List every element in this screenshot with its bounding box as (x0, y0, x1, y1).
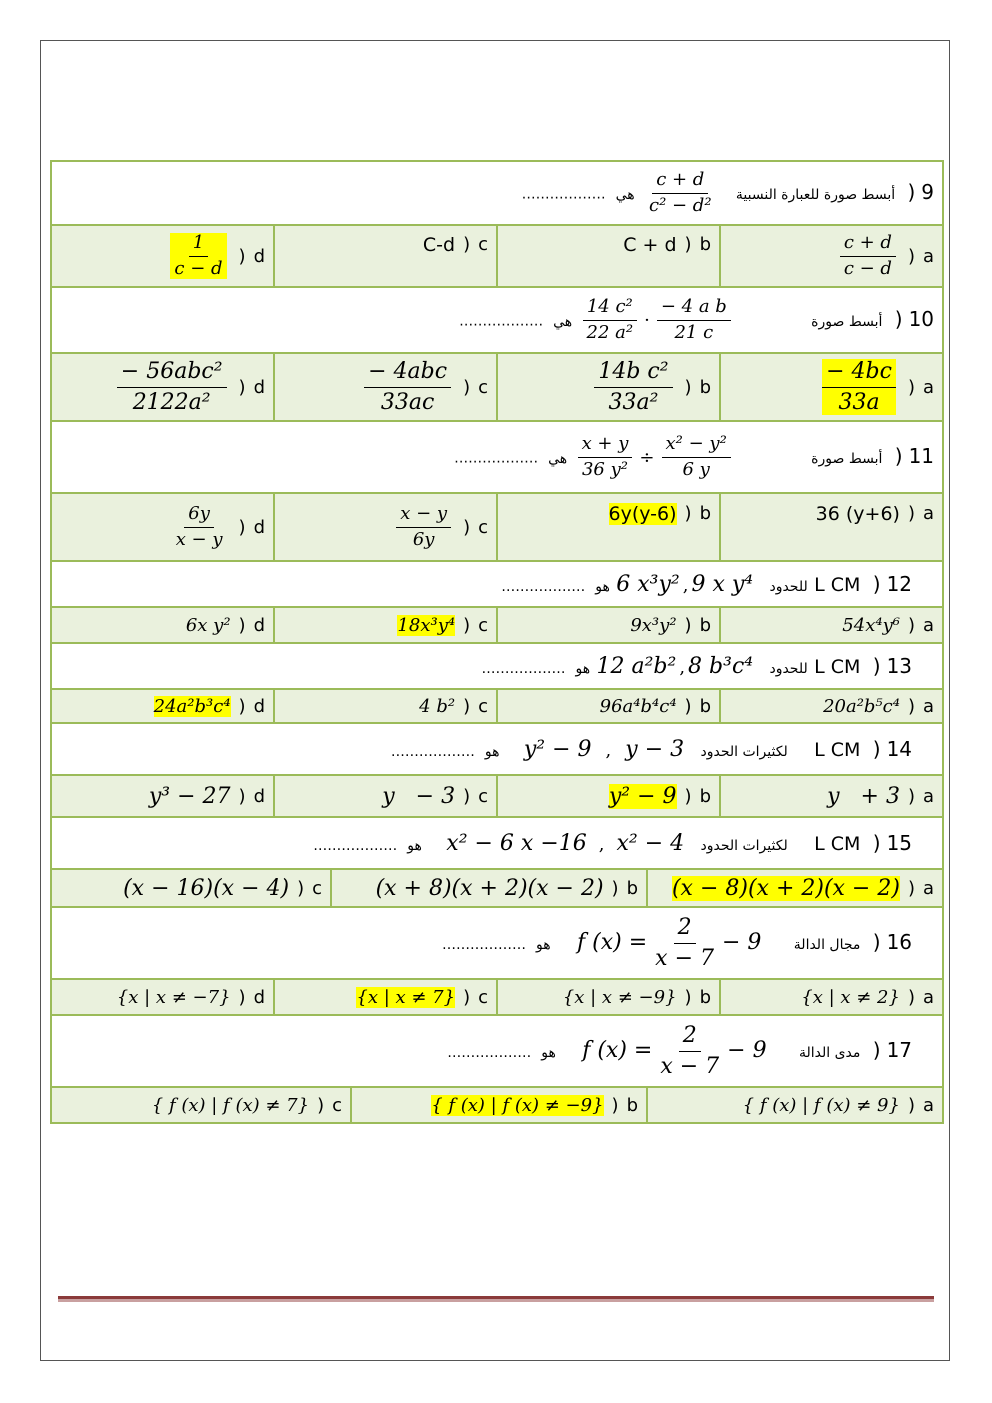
answer-blank: ……………… (313, 837, 398, 854)
answer-option-b[interactable]: b ( y² − 9 (497, 775, 720, 817)
answer-option-c[interactable]: c ( y − 3 (274, 775, 497, 817)
question-row-13 (51, 643, 943, 689)
answer-option-c[interactable]: c ( {x | x ≠ 7} (274, 979, 497, 1015)
answer-blank: ……………… (442, 937, 527, 953)
answer-option-a[interactable]: a ( (x − 8)(x + 2)(x − 2) (646, 870, 942, 906)
question-cell: 9( أبسط صورة للعبارة النسبية $\frac{c + d}{\text{c² − d²}}$ هي……………… (51, 161, 943, 225)
correct-answer-highlight: 6y(y-6) (608, 503, 677, 525)
answer-option-a[interactable]: a ( $\frac{c + d}{c - d}$ (720, 225, 943, 287)
answers-row-13 (51, 689, 943, 723)
answer-blank: ……………… (459, 313, 544, 330)
question-cell: 10( أبسط صورة $\frac{\text{− 4 a b}}{21 c}$ · $\frac{\text{14 c²}}{\text{22 a²}}$ هي……………… (51, 287, 943, 353)
correct-answer-highlight: {x | x ≠ 7} (356, 986, 456, 1008)
correct-answer-highlight: { f (x) | f (x) ≠ −9} (431, 1094, 604, 1116)
question-cell: 17( مدى الدالة f (x) = $\frac{2}{x - 7}$ − 9 هو……………… (51, 1015, 943, 1087)
correct-answer-highlight: 24a²b³c⁴ (153, 695, 231, 717)
answer-blank: ……………… (390, 743, 475, 760)
question-number: 9 (921, 179, 935, 204)
answer-option-b[interactable]: b ( 96a⁴b⁴c⁴ (497, 689, 720, 723)
questions-table (50, 160, 944, 1124)
question-cell: 13( L CM للحدود 8 b³c⁴,12 a²b² هو……………… (51, 643, 943, 689)
answer-option-b[interactable]: b ( 9x³y² (497, 607, 720, 643)
correct-answer-highlight: 18x³y⁴ (397, 614, 456, 636)
question-cell: 14( L CM لكثيرات الحدود y − 3,y² − 9 هو……………… (51, 723, 943, 775)
answer-option-b[interactable]: b ( $\frac{\text{14b c²}}{\text{33a²}}$ (497, 353, 720, 421)
question-cell: 12( L CM للحدود 9 x y⁴,6 x³y² هو……………… (51, 561, 943, 607)
answer-option-a[interactable]: a ( 36 (y+6) (720, 493, 943, 561)
answer-option-a[interactable]: a ( $\frac{- 4bc}{33a}$ (720, 353, 943, 421)
question-row-10 (51, 287, 943, 353)
answer-option-c[interactable]: c ( { f (x) | f (x) ≠ 7} (151, 1094, 343, 1116)
answer-option-c[interactable]: c ( C-d (274, 225, 497, 287)
question-cell: 11( أبسط صورة $\frac{\text{x² − y²}}{6 y}$ ÷ $\frac{x + y}{\text{36 y²}}$ هي……………… (51, 421, 943, 493)
answer-option-a[interactable]: a ( {x | x ≠ 2} (720, 979, 943, 1015)
answer-option-c[interactable]: c ( $\frac{\text{− 4abc}}{33ac}$ (274, 353, 497, 421)
answer-option-d[interactable]: d ( $\frac{1}{c - d}$ (51, 225, 274, 287)
answer-option-a[interactable]: a ( { f (x) | f (x) ≠ 9} (646, 1088, 942, 1122)
answer-option-a[interactable]: a ( y + 3 (720, 775, 943, 817)
question-row-16 (51, 907, 943, 979)
answer-option-d[interactable]: d ( $\frac{6y}{x - y}$ (51, 493, 274, 561)
answers-row-12 (51, 607, 943, 643)
answer-option-c[interactable]: c ( (x − 16)(x − 4) (123, 875, 323, 901)
answer-blank: ……………… (447, 1045, 532, 1061)
answer-option-d[interactable]: d ( 6x y² (51, 607, 274, 643)
correct-answer-highlight: $\frac{1}{c - d}$ (170, 233, 226, 279)
answer-option-c[interactable]: c ( 18x³y⁴ (274, 607, 497, 643)
question-row-11 (51, 421, 943, 493)
question-row-12 (51, 561, 943, 607)
answer-option-c[interactable]: c ( 4 b² (274, 689, 497, 723)
answer-option-d[interactable]: d ( 24a²b³c⁴ (51, 689, 274, 723)
question-row-15 (51, 817, 943, 869)
answer-option-b[interactable]: b ( (x + 8)(x + 2)(x − 2) (330, 870, 646, 906)
answers-row-17 (51, 1087, 943, 1123)
question-row-14 (51, 723, 943, 775)
answers-row-9 (51, 225, 943, 287)
answer-option-c[interactable]: c ( $\frac{x - y}{6y}$ (274, 493, 497, 561)
answer-option-d[interactable]: d ( y³ − 27 (51, 775, 274, 817)
question-fraction: $\frac{c + d}{\text{c² − d²}}$ (648, 168, 712, 216)
answer-option-d[interactable]: d ( $\frac{\text{− 56abc²}}{\text{2122a²}}$ (51, 353, 274, 421)
question-cell: 15( L CM لكثيرات الحدود x² − 4,x² − 6 x −16 هو……………… (51, 817, 943, 869)
question-text: أبسط صورة للعبارة النسبية (735, 186, 896, 203)
answer-option-a[interactable]: a ( 54x⁴y⁶ (720, 607, 943, 643)
answer-option-b[interactable]: b ( {x | x ≠ −9} (497, 979, 720, 1015)
answer-blank: ……………… (521, 186, 606, 203)
correct-answer-highlight: $\frac{- 4bc}{33a}$ (822, 359, 896, 415)
answer-option-d[interactable]: d ( {x | x ≠ −7} (51, 979, 274, 1015)
answer-option-b[interactable]: b ( { f (x) | f (x) ≠ −9} (350, 1088, 646, 1122)
answer-blank: ……………… (501, 578, 586, 595)
correct-answer-highlight: y² − 9 (608, 783, 677, 809)
answers-row-10 (51, 353, 943, 421)
footer-divider (58, 1296, 934, 1299)
answers-row-11 (51, 493, 943, 561)
answer-blank: ……………… (481, 660, 566, 677)
correct-answer-highlight: (x − 8)(x + 2)(x − 2) (671, 875, 900, 901)
answer-option-b[interactable]: b ( 6y(y-6) (497, 493, 720, 561)
answer-option-a[interactable]: a ( 20a²b⁵c⁴ (720, 689, 943, 723)
answers-row-15 (51, 869, 943, 907)
question-row-17 (51, 1015, 943, 1087)
answer-blank: ……………… (454, 450, 539, 467)
answer-option-b[interactable]: b ( C + d (497, 225, 720, 287)
question-row-9 (51, 161, 943, 225)
answers-row-16 (51, 979, 943, 1015)
question-cell: 16( مجال الدالة f (x) = $\frac{2}{x - 7}$ − 9 هو……………… (51, 907, 943, 979)
answers-row-14 (51, 775, 943, 817)
